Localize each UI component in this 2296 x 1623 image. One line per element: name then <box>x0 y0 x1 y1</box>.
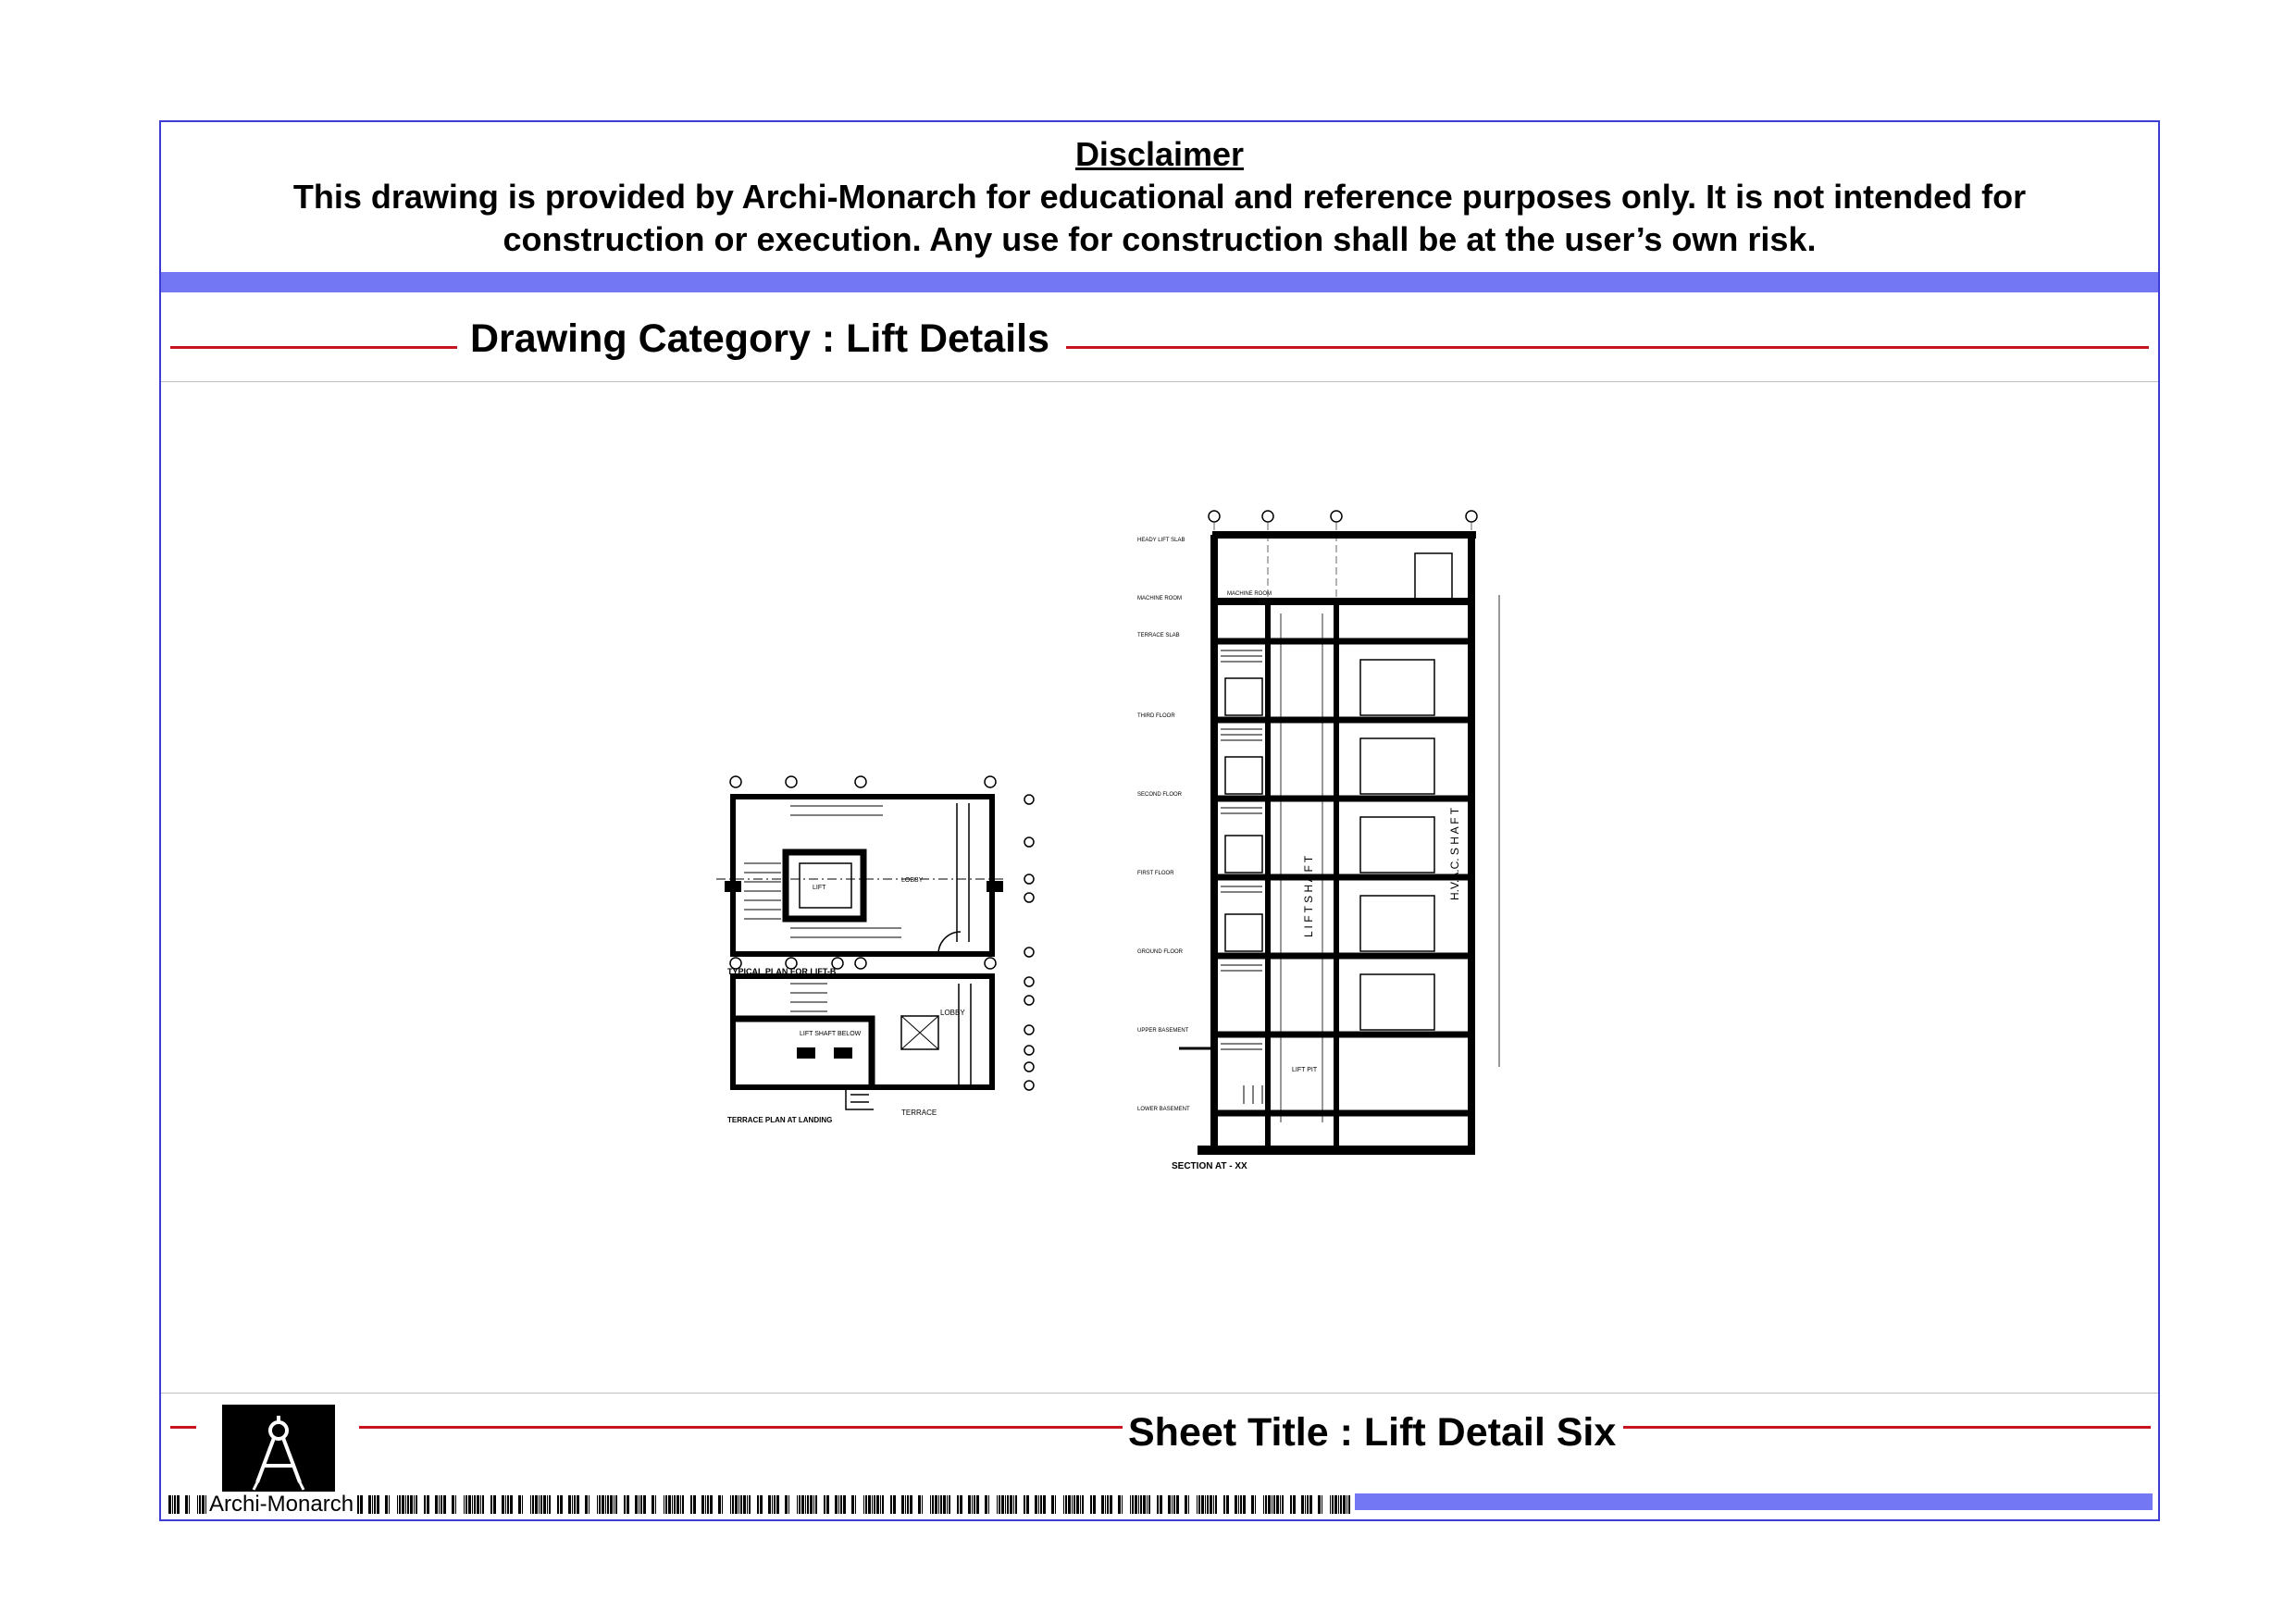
barcode-bar <box>676 1495 679 1514</box>
barcode-bar <box>668 1495 671 1514</box>
barcode-bar <box>768 1495 771 1514</box>
barcode-bar <box>435 1495 438 1514</box>
barcode-bar <box>1090 1495 1092 1514</box>
barcode-bar <box>652 1495 654 1514</box>
barcode-bar <box>851 1495 854 1514</box>
barcode-bar <box>655 1495 656 1514</box>
barcode-bar <box>1243 1495 1246 1514</box>
barcode-bar <box>640 1495 642 1514</box>
barcode-bar <box>843 1495 846 1514</box>
barcode-bar <box>732 1495 734 1514</box>
barcode-bar <box>893 1495 896 1514</box>
sheet-rule-right <box>1623 1426 2151 1429</box>
barcode-bar <box>943 1495 946 1514</box>
barcode-bar <box>674 1495 676 1514</box>
barcode-bar <box>1148 1495 1150 1514</box>
barcode-bar <box>957 1495 959 1514</box>
barcode-bar <box>1010 1495 1012 1514</box>
barcode-bar <box>947 1495 948 1514</box>
barcode-bar <box>1282 1495 1284 1514</box>
barcode-bar <box>532 1495 534 1514</box>
plan2-caption: TERRACE PLAN AT LANDING <box>727 1116 833 1124</box>
barcode-bar <box>730 1495 731 1514</box>
barcode-bar <box>1015 1495 1017 1514</box>
barcode-bar <box>882 1495 884 1514</box>
level-label: MACHINE ROOM <box>1137 596 1182 601</box>
barcode-bar <box>477 1495 479 1514</box>
barcode-bar <box>568 1495 571 1514</box>
barcode-bar <box>1340 1495 1342 1514</box>
barcode-bar <box>907 1495 909 1514</box>
lift-pit-label: LIFT PIT <box>1292 1067 1318 1073</box>
barcode-bar <box>1040 1495 1042 1514</box>
barcode-bar <box>801 1495 804 1514</box>
barcode-bar <box>930 1495 931 1514</box>
category-rule-left <box>170 346 457 349</box>
footer-divider <box>161 1393 2158 1394</box>
terrace-plan-drawing <box>730 958 1034 1109</box>
barcode-bar <box>693 1495 696 1514</box>
barcode-bar <box>774 1495 776 1514</box>
barcode-bar <box>189 1495 190 1514</box>
barcode-bar <box>1013 1495 1014 1514</box>
barcode-bar <box>407 1495 409 1514</box>
compass-icon <box>222 1405 335 1493</box>
barcode-bar <box>1132 1495 1134 1514</box>
barcode-bar <box>880 1495 881 1514</box>
barcode-bar <box>922 1495 923 1514</box>
barcode-bar <box>455 1495 456 1514</box>
barcode-bar <box>1334 1495 1337 1514</box>
barcode-bar <box>749 1495 751 1514</box>
barcode-bar <box>202 1495 205 1514</box>
barcode-bar <box>493 1495 496 1514</box>
barcode-bar <box>905 1495 906 1514</box>
barcode-bar <box>1076 1495 1079 1514</box>
barcode-bar <box>918 1495 921 1514</box>
barcode-bar <box>738 1495 739 1514</box>
barcode-bar <box>935 1495 937 1514</box>
barcode-bar <box>1273 1495 1275 1514</box>
barcode-bar <box>826 1495 829 1514</box>
barcode-bar <box>1063 1495 1064 1514</box>
barcode-bar <box>405 1495 406 1514</box>
barcode-bar <box>940 1495 942 1514</box>
disclaimer-title: Disclaimer <box>1074 135 1245 173</box>
barcode-bar <box>643 1495 646 1514</box>
barcode-bar <box>901 1495 904 1514</box>
barcode-bar <box>824 1495 825 1514</box>
barcode-bar <box>1160 1495 1162 1514</box>
barcode-bar <box>360 1495 363 1514</box>
footer-band <box>1355 1493 2153 1510</box>
barcode-bar <box>1338 1495 1339 1514</box>
barcode-bar <box>602 1495 604 1514</box>
barcode-bar <box>735 1495 738 1514</box>
lift-shaft-label: L I F T S H A F T <box>1302 855 1315 937</box>
barcode-bar <box>968 1495 971 1514</box>
level-label: UPPER BASEMENT <box>1137 1028 1189 1034</box>
barcode-bar <box>474 1495 476 1514</box>
barcode-bar <box>1290 1495 1292 1514</box>
barcode-bar <box>974 1495 975 1514</box>
barcode-bar <box>539 1495 540 1514</box>
barcode-bar <box>785 1495 788 1514</box>
barcode-bar <box>1168 1495 1171 1514</box>
barcode-bar <box>960 1495 962 1514</box>
barcode-bar <box>949 1495 950 1514</box>
barcode-bar <box>424 1495 426 1514</box>
level-label: GROUND FLOOR <box>1137 949 1184 955</box>
barcode-bar <box>172 1495 173 1514</box>
category-title: Drawing Category : Lift Details <box>470 316 1049 361</box>
barcode-bar <box>615 1495 617 1514</box>
barcode-bar <box>168 1495 171 1514</box>
barcode-bar <box>1035 1495 1037 1514</box>
barcode-bar <box>597 1495 598 1514</box>
barcode-bar <box>472 1495 473 1514</box>
barcode-bar <box>701 1495 704 1514</box>
barcode-bar <box>876 1495 879 1514</box>
sheet-rule-left <box>170 1426 196 1429</box>
barcode-bar <box>863 1495 864 1514</box>
barcode-bar <box>1343 1495 1346 1514</box>
barcode-bar <box>547 1495 548 1514</box>
barcode-bar <box>799 1495 800 1514</box>
barcode-bar <box>1301 1495 1304 1514</box>
barcode-bar <box>1001 1495 1004 1514</box>
header-band <box>161 272 2158 292</box>
barcode-bar <box>855 1495 856 1514</box>
barcode-bar <box>810 1495 813 1514</box>
barcode-bar <box>1074 1495 1075 1514</box>
barcode-bar <box>680 1495 681 1514</box>
barcode-bar <box>1332 1495 1334 1514</box>
machine-room-label: MACHINE ROOM <box>1227 591 1272 597</box>
barcode-bar <box>707 1495 709 1514</box>
hvac-shaft-label: H.V.A.C. S H A F T <box>1448 807 1461 900</box>
barcode-bar <box>1005 1495 1006 1514</box>
barcode-bar <box>522 1495 523 1514</box>
barcode-bar <box>518 1495 521 1514</box>
barcode-bar <box>574 1495 576 1514</box>
barcode-bar <box>1130 1495 1131 1514</box>
barcode-bar <box>635 1495 638 1514</box>
barcode-bar <box>1276 1495 1279 1514</box>
barcode-bar <box>743 1495 746 1514</box>
barcode-bar <box>999 1495 1000 1514</box>
barcode-bar <box>480 1495 481 1514</box>
barcode-bar <box>1140 1495 1142 1514</box>
section-level-marks <box>1137 538 1190 1112</box>
sheet-title: Sheet Title : Lift Detail Six <box>1128 1410 1617 1455</box>
barcode-bar <box>599 1495 601 1514</box>
barcode-bar <box>1238 1495 1239 1514</box>
barcode-bar <box>997 1495 998 1514</box>
barcode-bar <box>464 1495 465 1514</box>
barcode-bar <box>1157 1495 1159 1514</box>
barcode-bar <box>938 1495 939 1514</box>
barcode-bar <box>985 1495 987 1514</box>
barcode-bar <box>560 1495 563 1514</box>
level-label: LOWER BASEMENT <box>1137 1107 1190 1112</box>
barcode-bar <box>177 1495 180 1514</box>
barcode-bar <box>1318 1495 1321 1514</box>
barcode-bar <box>627 1495 629 1514</box>
barcode-bar <box>439 1495 440 1514</box>
barcode-bar <box>840 1495 842 1514</box>
barcode-bar <box>813 1495 814 1514</box>
barcode-bar <box>1101 1495 1104 1514</box>
barcode-bar <box>1065 1495 1067 1514</box>
barcode-bar <box>205 1495 206 1514</box>
barcode-bar <box>589 1495 590 1514</box>
barcode-bar <box>1138 1495 1139 1514</box>
barcode-bar <box>1201 1495 1204 1514</box>
plan1-grid-bubbles <box>730 776 1034 957</box>
barcode-bar <box>1118 1495 1121 1514</box>
barcode-bar <box>1072 1495 1073 1514</box>
barcode-bar <box>502 1495 504 1514</box>
barcode-bar <box>510 1495 513 1514</box>
barcode-bar <box>1197 1495 1198 1514</box>
barcode-bar <box>972 1495 973 1514</box>
barcode-bar <box>540 1495 542 1514</box>
barcode-bar <box>740 1495 742 1514</box>
barcode-bar <box>1205 1495 1206 1514</box>
barcode-bar <box>805 1495 806 1514</box>
barcode-bar <box>1226 1495 1229 1514</box>
barcode-bar <box>1268 1495 1271 1514</box>
barcode-bar <box>988 1495 989 1514</box>
level-label: TERRACE SLAB <box>1137 633 1180 638</box>
barcode-bar <box>722 1495 723 1514</box>
barcode-bar <box>868 1495 871 1514</box>
barcode-bar <box>399 1495 401 1514</box>
archi-monarch-logo <box>222 1405 335 1493</box>
barcode-bar <box>890 1495 892 1514</box>
barcode-bar <box>1198 1495 1200 1514</box>
barcode-bar <box>710 1495 713 1514</box>
barcode-bar <box>815 1495 817 1514</box>
barcode-bar <box>874 1495 875 1514</box>
barcode-bar <box>1213 1495 1214 1514</box>
barcode-bar <box>1110 1495 1112 1514</box>
level-label: FIRST FLOOR <box>1137 871 1174 876</box>
barcode-bar <box>389 1495 390 1514</box>
barcode-bar <box>1235 1495 1237 1514</box>
barcode-bar <box>807 1495 809 1514</box>
barcode-bar <box>797 1495 798 1514</box>
barcode-bar <box>557 1495 559 1514</box>
barcode-bar <box>605 1495 606 1514</box>
barcode-bar <box>468 1495 471 1514</box>
barcode-bar <box>402 1495 404 1514</box>
barcode-bar <box>410 1495 413 1514</box>
barcode-bar <box>672 1495 673 1514</box>
level-label: THIRD FLOOR <box>1137 713 1175 719</box>
disclaimer-line-2: construction or execution. Any use for construction shall be at the user’s own risk. <box>503 220 1817 258</box>
barcode-bar <box>1122 1495 1123 1514</box>
barcode-bar <box>747 1495 748 1514</box>
barcode-bar <box>1143 1495 1146 1514</box>
barcode-bar <box>414 1495 415 1514</box>
barcode-bar <box>1348 1495 1350 1514</box>
disclaimer-text <box>235 176 2084 261</box>
barcode-bar <box>368 1495 371 1514</box>
sheet-rule-middle <box>359 1426 1123 1429</box>
barcode-bar <box>718 1495 721 1514</box>
plan2-lobby-label: LOBBY <box>940 1009 965 1017</box>
barcode-bar <box>1055 1495 1056 1514</box>
plan1-lobby-label: LOBBY <box>901 877 924 884</box>
barcode-bar <box>788 1495 789 1514</box>
barcode-bar <box>1173 1495 1175 1514</box>
barcode-bar <box>465 1495 467 1514</box>
barcode-bar <box>372 1495 373 1514</box>
barcode-bar <box>1176 1495 1179 1514</box>
barcode-bar <box>199 1495 201 1514</box>
barcode-bar <box>624 1495 626 1514</box>
barcode-bar <box>490 1495 492 1514</box>
plan1-lift-label: LIFT <box>813 885 826 891</box>
barcode-bar <box>452 1495 454 1514</box>
barcode-bar <box>1307 1495 1309 1514</box>
barcode-bar <box>1185 1495 1187 1514</box>
barcode-bar <box>443 1495 446 1514</box>
barcode-bar <box>507 1495 509 1514</box>
barcode-bar <box>872 1495 873 1514</box>
barcode-bar <box>776 1495 779 1514</box>
barcode-bar <box>690 1495 692 1514</box>
barcode-bar <box>577 1495 579 1514</box>
drawing-area <box>161 382 2158 1513</box>
barcode-bar <box>385 1495 388 1514</box>
barcode-bar <box>1068 1495 1071 1514</box>
barcode-bar <box>1280 1495 1281 1514</box>
barcode-bar <box>1215 1495 1217 1514</box>
barcode-bar <box>1305 1495 1306 1514</box>
barcode-bar <box>549 1495 551 1514</box>
section-grid-bubbles <box>1209 511 1477 522</box>
typical-plan-drawing <box>716 776 1034 957</box>
barcode-bar <box>1147 1495 1148 1514</box>
barcode-bar <box>441 1495 442 1514</box>
barcode-bar <box>838 1495 839 1514</box>
barcode-bar <box>760 1495 763 1514</box>
barcode-bar <box>174 1495 176 1514</box>
barcode-bar <box>705 1495 706 1514</box>
barcode-bar <box>1293 1495 1296 1514</box>
barcode-bar <box>1043 1495 1046 1514</box>
barcode-bar <box>665 1495 667 1514</box>
barcode-bar <box>1172 1495 1173 1514</box>
barcode-bar <box>1051 1495 1054 1514</box>
barcode-bar <box>530 1495 531 1514</box>
barcode-bar <box>610 1495 613 1514</box>
barcode-bar <box>1207 1495 1209 1514</box>
section-caption: SECTION AT - XX <box>1172 1161 1247 1171</box>
barcode-bar <box>397 1495 398 1514</box>
barcode-bar <box>1309 1495 1312 1514</box>
barcode-bar <box>772 1495 773 1514</box>
barcode-bar <box>1265 1495 1267 1514</box>
barcode-bar <box>1024 1495 1025 1514</box>
barcode-bar <box>1038 1495 1039 1514</box>
category-rule-right <box>1066 346 2149 349</box>
barcode-bar <box>374 1495 376 1514</box>
barcode-bar <box>865 1495 867 1514</box>
barcode-bar <box>1330 1495 1331 1514</box>
plan1-caption: TYPICAL PLAN FOR LIFT-B <box>727 967 837 976</box>
barcode-bar <box>482 1495 484 1514</box>
barcode-bar <box>910 1495 912 1514</box>
barcode-bar <box>535 1495 538 1514</box>
level-label: HEADY LIFT SLAB <box>1137 538 1185 543</box>
barcode-bar <box>197 1495 198 1514</box>
plan2-shaft-label: LIFT SHAFT BELOW <box>800 1031 862 1037</box>
plan2-terrace-label: TERRACE <box>901 1109 937 1117</box>
barcode-bar <box>757 1495 759 1514</box>
category-row <box>161 292 2158 382</box>
barcode-bar <box>1105 1495 1106 1514</box>
barcode-bar <box>1007 1495 1009 1514</box>
barcode-bar <box>1107 1495 1109 1514</box>
barcode-bar <box>1210 1495 1212 1514</box>
barcode-bar <box>682 1495 684 1514</box>
disclaimer-block <box>161 122 2158 274</box>
barcode-bar <box>377 1495 379 1514</box>
barcode-bar <box>607 1495 609 1514</box>
barcode-bar <box>505 1495 506 1514</box>
barcode-bar <box>1080 1495 1081 1514</box>
barcode-bar <box>835 1495 838 1514</box>
sheet-frame <box>159 120 2160 1521</box>
barcode-bar <box>1093 1495 1096 1514</box>
barcode-bar <box>357 1495 359 1514</box>
barcode-bar <box>1223 1495 1225 1514</box>
barcode-bar <box>572 1495 573 1514</box>
barcode-bar <box>185 1495 188 1514</box>
barcode-bar <box>932 1495 934 1514</box>
barcode-bar <box>416 1495 417 1514</box>
barcode-bar <box>1135 1495 1137 1514</box>
barcode-bar <box>1255 1495 1256 1514</box>
barcode-bar <box>1251 1495 1254 1514</box>
barcode-bar <box>976 1495 979 1514</box>
cad-drawings <box>161 382 2160 1391</box>
barcode-bar <box>1026 1495 1029 1514</box>
barcode-bar <box>1263 1495 1264 1514</box>
barcode-bar <box>543 1495 546 1514</box>
barcode-bar <box>1240 1495 1242 1514</box>
disclaimer-line-1: This drawing is provided by Archi-Monarch for educational and reference purposes only. It is not intended for <box>292 178 2027 216</box>
brand-name: Archi-Monarch <box>209 1492 354 1517</box>
barcode-bar <box>1082 1495 1084 1514</box>
barcode-bar <box>1188 1495 1189 1514</box>
barcode-bar <box>427 1495 429 1514</box>
barcode-bar <box>585 1495 588 1514</box>
level-label: SECOND FLOOR <box>1137 792 1183 798</box>
